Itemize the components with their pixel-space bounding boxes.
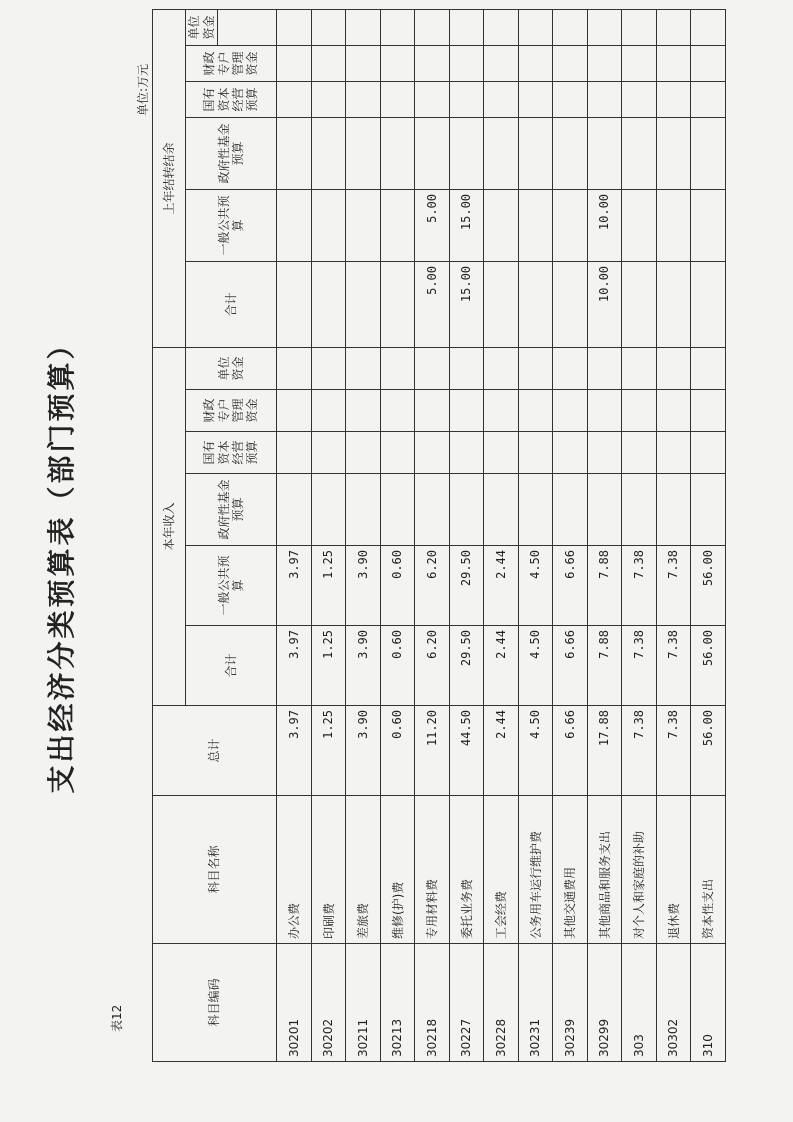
cell-cur-gov <box>415 474 450 546</box>
cell-cur-unit <box>484 347 519 389</box>
table-row <box>311 9 346 1061</box>
cell-prev-total <box>691 261 726 347</box>
cell-prev-general <box>622 189 657 261</box>
cell-cur-special <box>415 390 450 432</box>
cell-name: 资本性支出 <box>691 796 726 944</box>
cell-prev-state <box>380 81 415 117</box>
cell-prev-state <box>587 81 622 117</box>
cell-prev-gov <box>415 117 450 189</box>
cell-cur-gov <box>346 474 381 546</box>
cell-name: 维修(护)费 <box>380 796 415 944</box>
cell-name: 办公费 <box>277 796 312 944</box>
cell-prev-special <box>484 45 519 81</box>
cell-cur-special <box>656 390 691 432</box>
cell-prev-total <box>346 261 381 347</box>
cell-prev-unit <box>449 9 484 45</box>
cell-prev-gov <box>553 117 588 189</box>
cell-cur-general: 3.97 <box>277 546 312 626</box>
cell-cur-gov <box>656 474 691 546</box>
cell-cur-gov <box>311 474 346 546</box>
cell-cur-unit <box>346 347 381 389</box>
table-row <box>553 9 588 1061</box>
cell-cur-special <box>518 390 553 432</box>
cell-cur-total: 7.38 <box>622 626 657 706</box>
table-row <box>518 9 553 1061</box>
cell-cur-total: 6.66 <box>553 626 588 706</box>
cell-code: 30211 <box>346 944 381 1062</box>
cell-cur-state <box>415 432 450 474</box>
table-row <box>346 9 381 1061</box>
cell-total: 11.20 <box>415 706 450 796</box>
cell-cur-total: 7.88 <box>587 626 622 706</box>
cell-prev-gov <box>277 117 312 189</box>
table-row <box>484 9 519 1061</box>
cell-cur-state <box>311 432 346 474</box>
header-prev-gov-fund: 政府性基金预算 <box>186 117 277 189</box>
cell-cur-special <box>380 390 415 432</box>
header-prev-unit-fund: 单位资金 <box>186 9 218 45</box>
cell-cur-gov <box>518 474 553 546</box>
header-carryover: 上年结转结余 <box>153 9 186 347</box>
cell-cur-total: 3.90 <box>346 626 381 706</box>
cell-total: 17.88 <box>587 706 622 796</box>
cell-prev-total <box>656 261 691 347</box>
cell-prev-unit <box>277 9 312 45</box>
header-prev-unit-fund-extra <box>218 9 277 45</box>
cell-cur-general: 0.60 <box>380 546 415 626</box>
cell-cur-unit <box>622 347 657 389</box>
cell-cur-total: 1.25 <box>311 626 346 706</box>
cell-total: 44.50 <box>449 706 484 796</box>
header-total: 总计 <box>153 706 277 796</box>
cell-cur-general: 6.20 <box>415 546 450 626</box>
cell-cur-general: 29.50 <box>449 546 484 626</box>
cell-cur-gov <box>380 474 415 546</box>
cell-prev-state <box>484 81 519 117</box>
cell-total: 6.66 <box>553 706 588 796</box>
cell-total: 3.90 <box>346 706 381 796</box>
cell-prev-special <box>346 45 381 81</box>
cell-total: 2.44 <box>484 706 519 796</box>
cell-prev-total <box>311 261 346 347</box>
cell-prev-special <box>277 45 312 81</box>
table-number: 表12 <box>110 1004 124 1032</box>
cell-prev-general <box>553 189 588 261</box>
cell-name: 印刷费 <box>311 796 346 944</box>
cell-name: 退休费 <box>656 796 691 944</box>
cell-prev-general <box>484 189 519 261</box>
cell-cur-total: 0.60 <box>380 626 415 706</box>
table-row <box>656 9 691 1061</box>
cell-code: 30202 <box>311 944 346 1062</box>
cell-cur-total: 3.97 <box>277 626 312 706</box>
cell-code: 30227 <box>449 944 484 1062</box>
cell-prev-total <box>484 261 519 347</box>
cell-cur-unit <box>311 347 346 389</box>
cell-name: 工会经费 <box>484 796 519 944</box>
cell-prev-state <box>622 81 657 117</box>
cell-prev-unit <box>518 9 553 45</box>
cell-prev-unit <box>587 9 622 45</box>
header-cur-special-fund: 财政专户管理资金 <box>186 390 277 432</box>
header-cur-state-capital: 国有资本经营预算 <box>186 432 277 474</box>
cell-cur-state <box>380 432 415 474</box>
cell-prev-special <box>380 45 415 81</box>
cell-prev-state <box>415 81 450 117</box>
cell-cur-state <box>518 432 553 474</box>
document-title: 支出经济分类预算表（部门预算） <box>45 328 78 794</box>
cell-cur-unit <box>380 347 415 389</box>
cell-prev-state <box>277 81 312 117</box>
header-cur-subtotal: 合计 <box>186 626 277 706</box>
header-cur-general: 一般公共预算 <box>186 546 277 626</box>
table-row <box>622 9 657 1061</box>
cell-prev-state <box>518 81 553 117</box>
header-current-year: 本年收入 <box>153 347 186 705</box>
header-name: 科目名称 <box>153 796 277 944</box>
cell-total: 0.60 <box>380 706 415 796</box>
cell-code: 303 <box>622 944 657 1062</box>
cell-cur-special <box>587 390 622 432</box>
cell-total: 1.25 <box>311 706 346 796</box>
cell-cur-gov <box>553 474 588 546</box>
cell-prev-total: 10.00 <box>587 261 622 347</box>
cell-prev-general <box>518 189 553 261</box>
cell-prev-total: 15.00 <box>449 261 484 347</box>
cell-prev-gov <box>656 117 691 189</box>
cell-cur-unit <box>656 347 691 389</box>
cell-prev-general <box>656 189 691 261</box>
cell-prev-general: 15.00 <box>449 189 484 261</box>
cell-cur-general: 7.38 <box>622 546 657 626</box>
cell-name: 差旅费 <box>346 796 381 944</box>
cell-cur-general: 7.38 <box>656 546 691 626</box>
cell-cur-total: 4.50 <box>518 626 553 706</box>
cell-prev-state <box>656 81 691 117</box>
cell-prev-gov <box>691 117 726 189</box>
cell-prev-unit <box>415 9 450 45</box>
cell-total: 3.97 <box>277 706 312 796</box>
cell-prev-unit <box>346 9 381 45</box>
cell-prev-gov <box>518 117 553 189</box>
cell-prev-unit <box>622 9 657 45</box>
cell-prev-gov <box>449 117 484 189</box>
cell-name: 其他交通费用 <box>553 796 588 944</box>
table-row <box>380 9 415 1061</box>
header-prev-subtotal: 合计 <box>186 261 277 347</box>
cell-cur-state <box>656 432 691 474</box>
cell-prev-unit <box>380 9 415 45</box>
cell-code: 30239 <box>553 944 588 1062</box>
cell-prev-special <box>518 45 553 81</box>
cell-cur-state <box>449 432 484 474</box>
cell-cur-special <box>622 390 657 432</box>
cell-cur-state <box>484 432 519 474</box>
cell-prev-unit <box>691 9 726 45</box>
cell-total: 56.00 <box>691 706 726 796</box>
table-row <box>691 9 726 1061</box>
cell-prev-gov <box>346 117 381 189</box>
cell-name: 对个人和家庭的补助 <box>622 796 657 944</box>
cell-cur-total: 2.44 <box>484 626 519 706</box>
cell-name: 委托业务费 <box>449 796 484 944</box>
cell-prev-state <box>311 81 346 117</box>
cell-cur-general: 1.25 <box>311 546 346 626</box>
cell-cur-total: 7.38 <box>656 626 691 706</box>
cell-code: 30201 <box>277 944 312 1062</box>
cell-cur-gov <box>277 474 312 546</box>
budget-table <box>152 9 726 1062</box>
cell-cur-general: 56.00 <box>691 546 726 626</box>
cell-prev-general <box>691 189 726 261</box>
unit-label: 单位:万元 <box>136 64 150 117</box>
cell-prev-special <box>449 45 484 81</box>
cell-prev-total <box>277 261 312 347</box>
cell-code: 310 <box>691 944 726 1062</box>
cell-cur-special <box>311 390 346 432</box>
cell-prev-special <box>553 45 588 81</box>
cell-cur-state <box>277 432 312 474</box>
cell-prev-unit <box>484 9 519 45</box>
cell-cur-state <box>553 432 588 474</box>
cell-code: 30299 <box>587 944 622 1062</box>
cell-prev-total: 5.00 <box>415 261 450 347</box>
cell-cur-unit <box>415 347 450 389</box>
cell-cur-general: 7.88 <box>587 546 622 626</box>
cell-code: 30231 <box>518 944 553 1062</box>
cell-prev-total <box>553 261 588 347</box>
header-prev-general: 一般公共预算 <box>186 189 277 261</box>
cell-cur-gov <box>691 474 726 546</box>
cell-prev-general <box>277 189 312 261</box>
cell-cur-gov <box>622 474 657 546</box>
cell-cur-general: 4.50 <box>518 546 553 626</box>
cell-total: 7.38 <box>656 706 691 796</box>
table-body <box>277 9 726 1061</box>
cell-prev-gov <box>311 117 346 189</box>
table-row <box>449 9 484 1061</box>
cell-cur-special <box>553 390 588 432</box>
cell-code: 30218 <box>415 944 450 1062</box>
cell-cur-state <box>587 432 622 474</box>
cell-cur-special <box>691 390 726 432</box>
header-cur-unit-fund: 单位资金 <box>186 347 277 389</box>
cell-cur-gov <box>587 474 622 546</box>
cell-prev-special <box>587 45 622 81</box>
cell-prev-general <box>346 189 381 261</box>
cell-name: 其他商品和服务支出 <box>587 796 622 944</box>
cell-cur-total: 29.50 <box>449 626 484 706</box>
cell-cur-special <box>449 390 484 432</box>
cell-prev-total <box>518 261 553 347</box>
cell-prev-unit <box>553 9 588 45</box>
cell-total: 7.38 <box>622 706 657 796</box>
cell-cur-special <box>484 390 519 432</box>
cell-prev-special <box>622 45 657 81</box>
cell-prev-general <box>380 189 415 261</box>
cell-cur-total: 6.20 <box>415 626 450 706</box>
cell-prev-special <box>691 45 726 81</box>
cell-prev-special <box>656 45 691 81</box>
cell-prev-general: 5.00 <box>415 189 450 261</box>
cell-prev-special <box>311 45 346 81</box>
header-prev-special-fund: 财政专户管理资金 <box>186 45 277 81</box>
cell-cur-special <box>277 390 312 432</box>
cell-prev-gov <box>622 117 657 189</box>
cell-cur-special <box>346 390 381 432</box>
cell-prev-total <box>622 261 657 347</box>
cell-prev-general <box>311 189 346 261</box>
cell-cur-unit <box>587 347 622 389</box>
cell-cur-unit <box>449 347 484 389</box>
cell-prev-state <box>346 81 381 117</box>
cell-total: 4.50 <box>518 706 553 796</box>
cell-cur-unit <box>553 347 588 389</box>
table-row <box>277 9 312 1061</box>
header-code: 科目编码 <box>153 944 277 1062</box>
cell-cur-unit <box>691 347 726 389</box>
table-row <box>415 9 450 1061</box>
cell-cur-state <box>691 432 726 474</box>
cell-code: 30213 <box>380 944 415 1062</box>
cell-code: 30302 <box>656 944 691 1062</box>
cell-cur-unit <box>518 347 553 389</box>
cell-prev-gov <box>484 117 519 189</box>
cell-code: 30228 <box>484 944 519 1062</box>
cell-prev-state <box>449 81 484 117</box>
cell-prev-gov <box>380 117 415 189</box>
cell-cur-general: 2.44 <box>484 546 519 626</box>
cell-prev-unit <box>656 9 691 45</box>
header-cur-gov-fund: 政府性基金预算 <box>186 474 277 546</box>
cell-prev-general: 10.00 <box>587 189 622 261</box>
table-row <box>587 9 622 1061</box>
cell-name: 公务用车运行维护费 <box>518 796 553 944</box>
cell-prev-unit <box>311 9 346 45</box>
cell-cur-general: 6.66 <box>553 546 588 626</box>
cell-cur-gov <box>484 474 519 546</box>
cell-cur-state <box>622 432 657 474</box>
cell-cur-total: 56.00 <box>691 626 726 706</box>
cell-name: 专用材料费 <box>415 796 450 944</box>
cell-cur-unit <box>277 347 312 389</box>
header-prev-state-capital: 国有资本经营预算 <box>186 81 277 117</box>
cell-prev-gov <box>587 117 622 189</box>
cell-cur-gov <box>449 474 484 546</box>
cell-cur-general: 3.90 <box>346 546 381 626</box>
cell-prev-special <box>415 45 450 81</box>
cell-prev-state <box>691 81 726 117</box>
cell-prev-total <box>380 261 415 347</box>
cell-cur-state <box>346 432 381 474</box>
cell-prev-state <box>553 81 588 117</box>
